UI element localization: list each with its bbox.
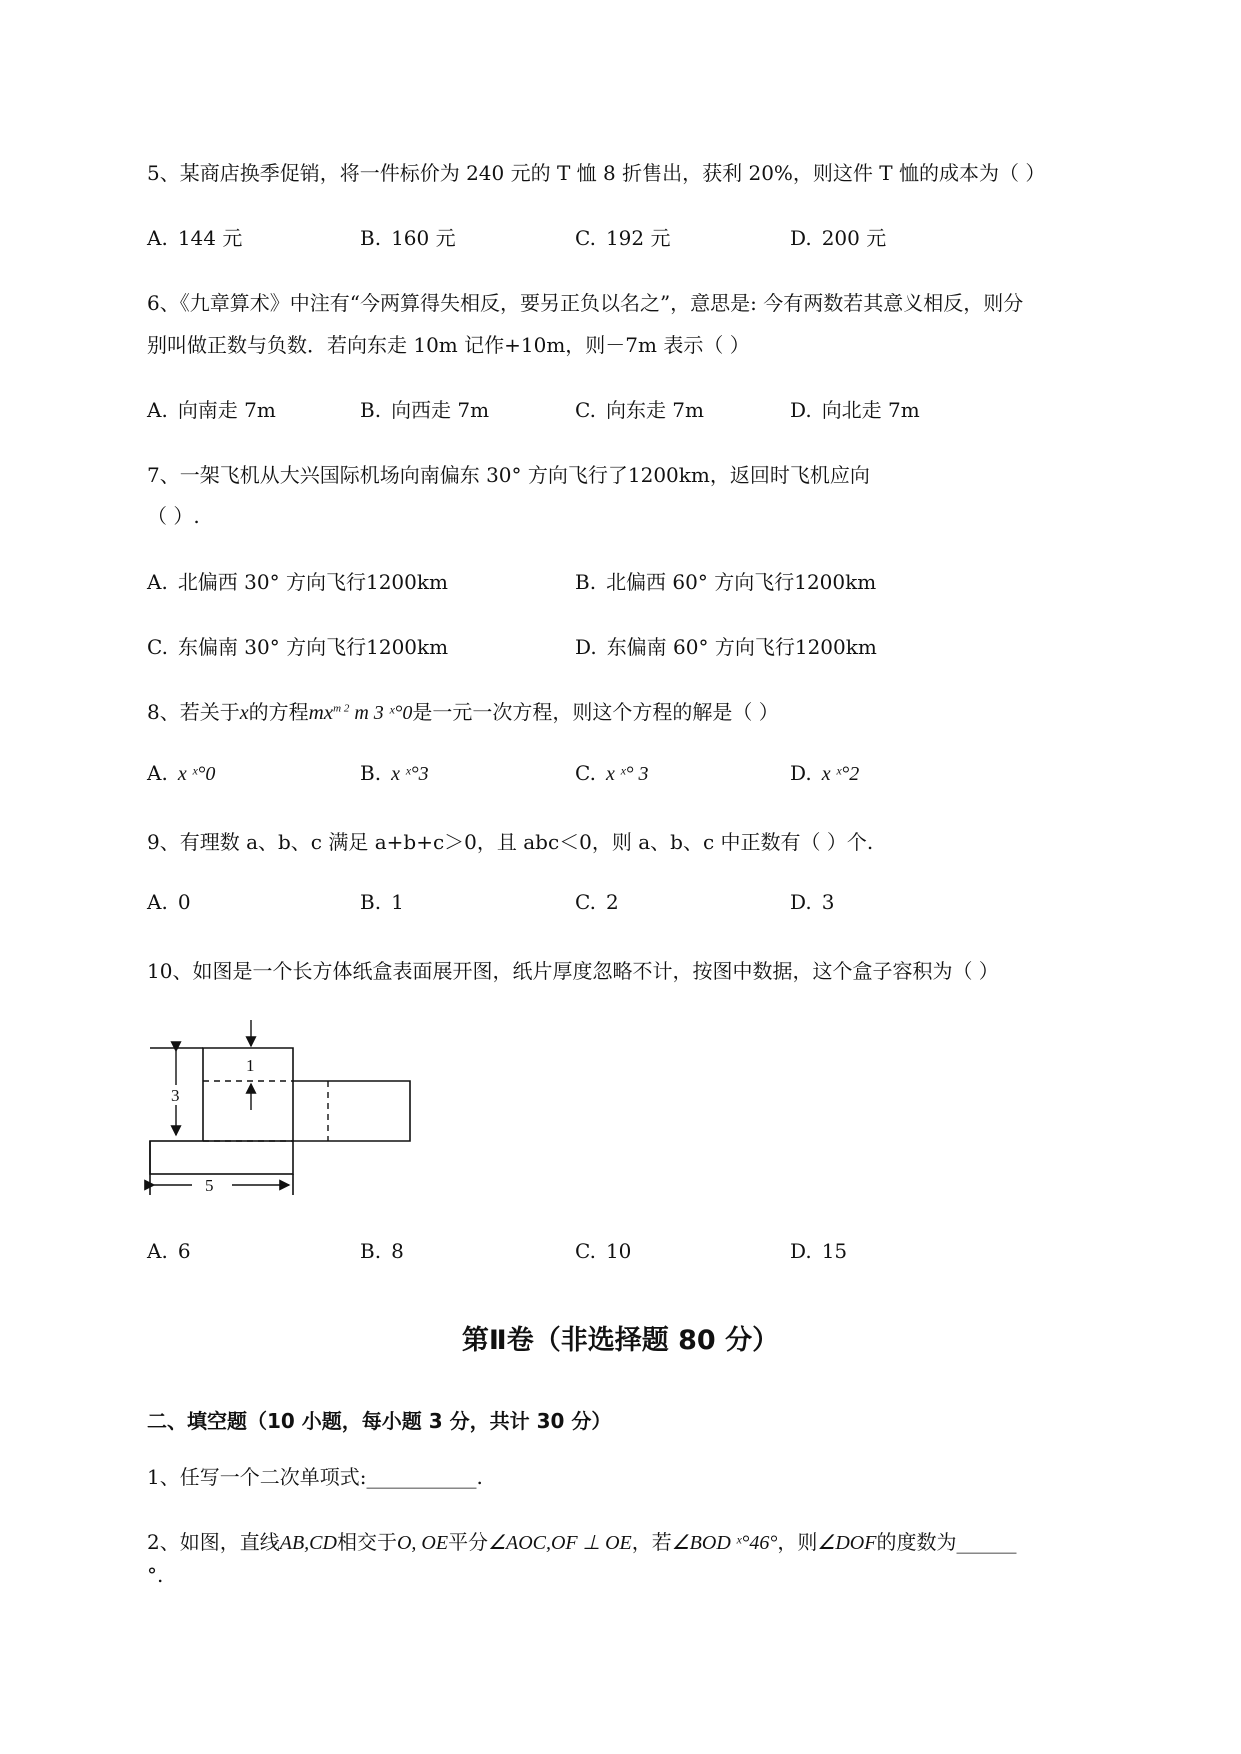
- q10-stem: 10、如图是一个长方体纸盒表面展开图，纸片厚度忽略不计，按图中数据，这个盒子容积为（ ）: [147, 959, 999, 983]
- q10-option-a: A. 6: [147, 1239, 191, 1263]
- fill-question-2-line1: 2、如图，直线AB,CD相交于O, OE平分∠AOC,OF ⊥ OE，若∠BOD ˣ°46°，则∠DOF的度数为______: [147, 1530, 1017, 1554]
- q9-option-d: D. 3: [790, 890, 835, 914]
- q7-option-d: D. 东偏南 60° 方向飞行1200km: [575, 635, 877, 659]
- q6-option-c: C. 向东走 7m: [575, 398, 704, 422]
- q5-option-b: B. 160 元: [360, 226, 456, 250]
- box-net-figure: [140, 1015, 420, 1205]
- q10-option-c: C. 10: [575, 1239, 632, 1263]
- q8-option-c: C. x ˣ° 3: [575, 761, 649, 785]
- q8-option-d: D. x ˣ°2: [790, 761, 860, 785]
- q6-option-d: D. 向北走 7m: [790, 398, 920, 422]
- q8-option-b: B. x ˣ°3: [360, 761, 429, 785]
- label-height: 3: [171, 1086, 180, 1105]
- q7-stem-line1: 7、一架飞机从大兴国际机场向南偏东 30° 方向飞行了1200km，返回时飞机应向: [147, 463, 870, 487]
- q7-option-a: A. 北偏西 30° 方向飞行1200km: [147, 570, 448, 594]
- q6-stem-line2: 别叫做正数与负数．若向东走 10m 记作+10m，则－7m 表示（ ）: [147, 333, 750, 357]
- q10-option-d: D. 15: [790, 1239, 848, 1263]
- q9-option-c: C. 2: [575, 890, 619, 914]
- q8-stem: 8、若关于x的方程$mx^{m 2}$ m 3 ˣ°0是一元一次方程，则这个方程的解是（ ）: [147, 700, 779, 724]
- section2-heading: 二、填空题（10 小题，每小题 3 分，共计 30 分）: [147, 1409, 612, 1433]
- part2-title: 第Ⅱ卷（非选择题 80 分）: [461, 1325, 780, 1356]
- q9-stem: 9、有理数 a、b、c 满足 a+b+c＞0，且 abc＜0，则 a、b、c 中正数有（ ）个.: [147, 830, 874, 854]
- q7-option-b: B. 北偏西 60° 方向飞行1200km: [575, 570, 877, 594]
- q7-option-c: C. 东偏南 30° 方向飞行1200km: [147, 635, 449, 659]
- q5-option-d: D. 200 元: [790, 226, 887, 250]
- q5-option-a: A. 144 元: [147, 226, 243, 250]
- net-right-panel: [293, 1081, 410, 1141]
- q6-option-b: B. 向西走 7m: [360, 398, 490, 422]
- q8-option-a: A. x ˣ°0: [147, 761, 216, 785]
- q6-stem-line1: 6、《九章算术》中注有“今两算得失相反，要另正负以名之”，意思是: 今有两数若其意义相反，则分: [147, 291, 1024, 315]
- q9-option-a: A. 0: [147, 890, 191, 914]
- label-width: 5: [205, 1176, 214, 1195]
- q10-option-b: B. 8: [360, 1239, 404, 1263]
- q5-option-c: C. 192 元: [575, 226, 671, 250]
- q5-stem: 5、某商店换季促销，将一件标价为 240 元的 T 恤 8 折售出，获利 20%，则这件 T 恤的成本为（ ）: [147, 161, 1046, 185]
- fill-question-2-line2: °.: [147, 1563, 164, 1587]
- q6-option-a: A. 向南走 7m: [147, 398, 276, 422]
- q9-option-b: B. 1: [360, 890, 404, 914]
- net-bottom-panel: [150, 1141, 293, 1174]
- q7-stem-line2: （ ）.: [147, 504, 200, 528]
- label-top: 1: [246, 1056, 255, 1075]
- fill-question-1: 1、任写一个二次单项式:___________.: [147, 1465, 483, 1489]
